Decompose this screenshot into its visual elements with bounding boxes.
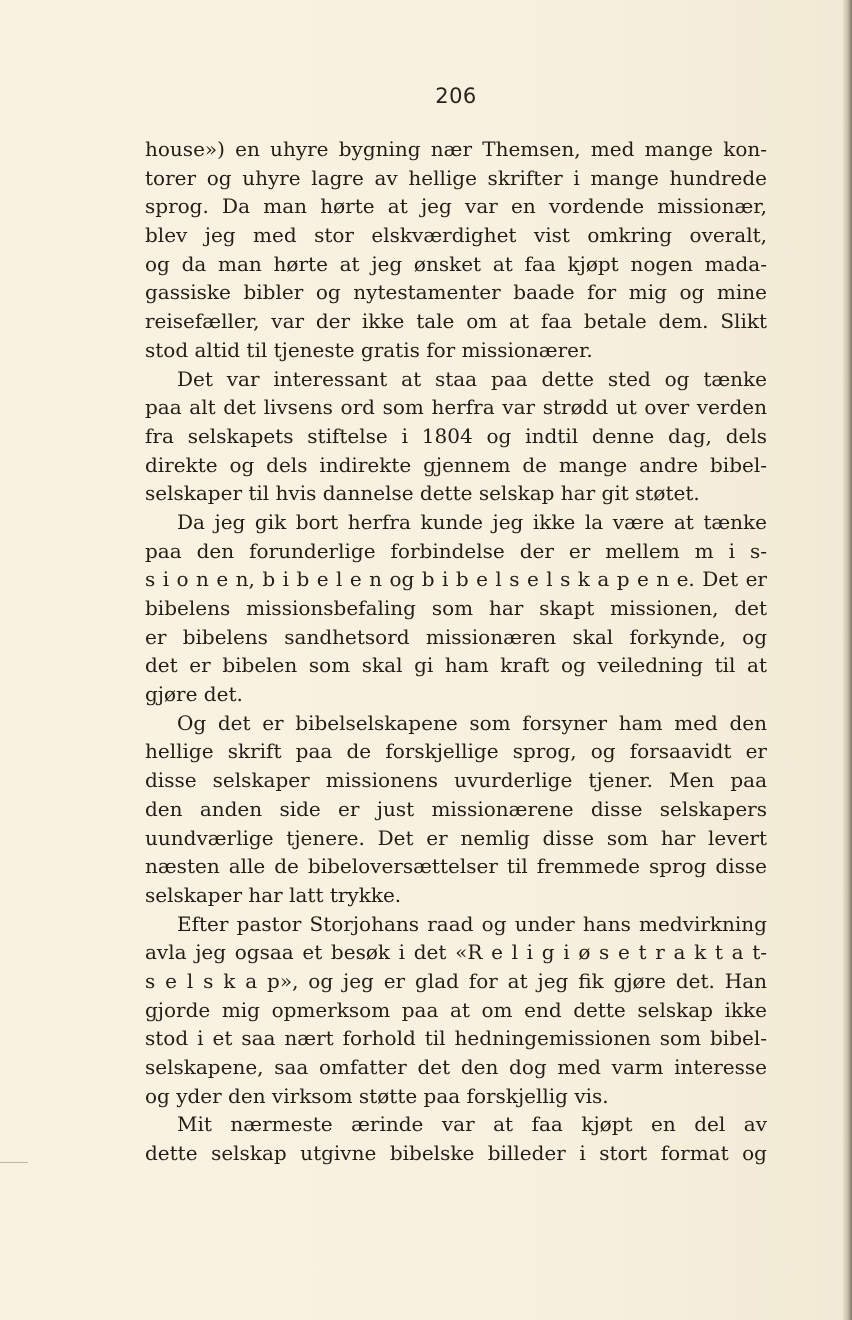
text-line: reisefæller, var der ikke tale om at faa betale dem. Slikt	[145, 309, 767, 334]
text-line: gassiske bibler og nytestamenter baade for mig og mine	[145, 280, 767, 305]
text-line: paa alt det livsens ord som herfra var strødd ut over verden	[145, 395, 767, 420]
text-line: og da man hørte at jeg ønsket at faa kjøpt nogen mada-	[145, 251, 767, 276]
page-edge-shadow	[842, 0, 852, 1320]
text-line: s e l s k a p», og jeg er glad for at jeg fik gjøre det. Han	[145, 968, 767, 993]
text-line: bibelens missionsbefaling som har skapt missionen, det	[145, 596, 767, 620]
text-line: s i o n e n, b i b e l e n og b i b e l s e l s k a p e n e. Det er	[145, 567, 767, 592]
text-line: Mit nærmeste ærinde var at faa kjøpt en del av	[177, 1112, 767, 1137]
body-text	[145, 135, 767, 1168]
text-line: disse selskaper missionens uvurderlige tjener. Men paa	[145, 768, 767, 793]
text-line: Da jeg gik bort herfra kunde jeg ikke la være at tænke	[177, 509, 767, 534]
text-line: Og det er bibelselskapene som forsyner ham med den	[177, 710, 767, 735]
text-line: uundværlige tjenere. Det er nemlig disse som har levert	[145, 825, 767, 850]
text-line: avla jeg ogsaa et besøk i det «R e l i g i ø s e t r a k t a t-	[145, 940, 767, 965]
text-line: fra selskapets stiftelse i 1804 og indtil denne dag, dels	[145, 423, 767, 448]
text-line: er bibelens sandhetsord missionæren skal forkynde, og	[145, 624, 767, 649]
text-line: og yder den virksom støtte paa forskjellig vis.	[145, 1083, 609, 1108]
text-line: direkte og dels indirekte gjennem de mange andre bibel-	[145, 452, 767, 477]
margin-mark	[0, 1162, 28, 1163]
text-line: hellige skrift paa de forskjellige sprog, og forsaavidt er	[145, 739, 767, 764]
text-line: gjorde mig opmerksom paa at om end dette selskap ikke	[145, 997, 767, 1022]
text-line: sprog. Da man hørte at jeg var en vordende missionær,	[145, 194, 767, 219]
text-line: selskapene, saa omfatter det den dog med varm interesse	[145, 1055, 767, 1079]
text-line: house») en uhyre bygning nær Themsen, med mange kon-	[145, 137, 767, 161]
text-line: blev jeg med stor elskværdighet vist omkring overalt,	[145, 223, 767, 248]
text-line: selskaper til hvis dannelse dette selskap har git støtet.	[145, 481, 700, 506]
page-number: 206	[435, 84, 477, 108]
text-line: Efter pastor Storjohans raad og under hans medvirkning	[177, 911, 767, 936]
text-line: dette selskap utgivne bibelske billeder i stort format og	[145, 1141, 767, 1166]
text-line: næsten alle de bibeloversættelser til fremmede sprog disse	[145, 854, 767, 879]
text-line: Det var interessant at staa paa dette sted og tænke	[177, 366, 767, 391]
text-line: gjøre det.	[145, 682, 243, 707]
text-line: den anden side er just missionærene disse selskapers	[145, 796, 767, 821]
text-line: torer og uhyre lagre av hellige skrifter i mange hundrede	[145, 165, 767, 190]
text-line: det er bibelen som skal gi ham kraft og veiledning til at	[145, 653, 767, 678]
text-line: paa den forunderlige forbindelse der er mellem m i s-	[145, 538, 767, 563]
text-line: selskaper har latt trykke.	[145, 882, 402, 907]
text-line: stod i et saa nært forhold til hedningemissionen som bibel-	[145, 1026, 767, 1051]
text-line: stod altid til tjeneste gratis for missionærer.	[145, 337, 593, 362]
